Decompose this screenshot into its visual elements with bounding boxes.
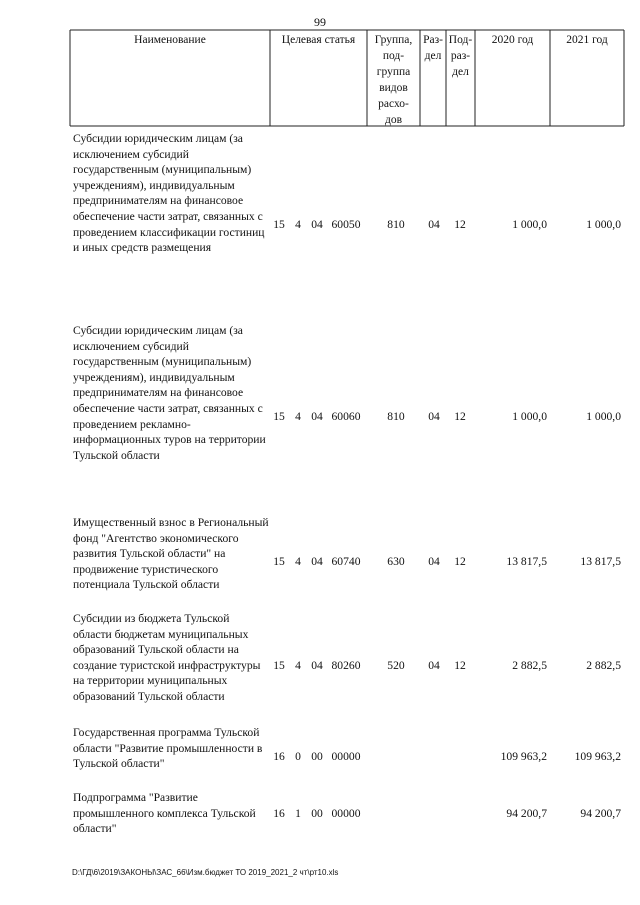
amount-2020: 94 200,7 <box>506 807 547 820</box>
section: 04 <box>428 218 440 231</box>
code-subprogram: 0 <box>295 750 301 763</box>
header-name: Наименование <box>134 34 206 46</box>
amount-2020: 1 000,0 <box>512 410 547 423</box>
subsection: 12 <box>454 218 466 231</box>
amount-2021: 1 000,0 <box>586 218 621 231</box>
expense-group: 810 <box>387 410 405 423</box>
code-direction: 00000 <box>331 750 361 763</box>
amount-2021: 109 963,2 <box>574 750 621 763</box>
expense-group: 630 <box>387 555 405 568</box>
code-program: 15 <box>273 555 285 568</box>
code-event: 04 <box>311 218 323 231</box>
row-name: Подпрограмма "Развитие промышленного комплекса Тульской области" <box>73 791 256 836</box>
code-event: 04 <box>311 555 323 568</box>
code-subprogram: 4 <box>295 659 301 672</box>
code-program: 15 <box>273 410 285 423</box>
amount-2020: 2 882,5 <box>512 659 547 672</box>
code-direction: 60740 <box>331 555 361 568</box>
code-event: 04 <box>311 410 323 423</box>
code-subprogram: 4 <box>295 555 301 568</box>
amount-2021: 13 817,5 <box>580 555 621 568</box>
page-number: 99 <box>314 15 326 29</box>
amount-2020: 1 000,0 <box>512 218 547 231</box>
subsection: 12 <box>454 659 466 672</box>
amount-2021: 94 200,7 <box>580 807 621 820</box>
code-subprogram: 4 <box>295 218 301 231</box>
header-section: Раз- дел <box>423 34 443 62</box>
code-program: 16 <box>273 807 285 820</box>
code-subprogram: 4 <box>295 410 301 423</box>
row-name: Государственная программа Тульской области "Развитие промышленности в Тульской области" <box>73 726 263 771</box>
expense-group: 520 <box>387 659 405 672</box>
file-path-footer: D:\ГД\6\2019\ЗАКОНЫ\ЗАС_66\Изм.бюджет ТО 2019_2021_2 чт\рт10.xls <box>72 868 339 877</box>
code-direction: 60060 <box>331 410 361 423</box>
amount-2020: 13 817,5 <box>506 555 547 568</box>
row-name: Субсидии из бюджета Тульской области бюджетам муниципальных образований Тульской области на создание туристской инфраструктуры на территории муниципальных образований Тульской области <box>73 612 261 703</box>
header-target-article: Целевая статья <box>281 34 356 46</box>
code-direction: 80260 <box>331 659 361 672</box>
subsection: 12 <box>454 410 466 423</box>
subsection: 12 <box>454 555 466 568</box>
code-event: 00 <box>311 750 323 763</box>
section: 04 <box>428 410 440 423</box>
header-2021: 2021 год <box>566 34 608 46</box>
code-program: 15 <box>273 659 285 672</box>
amount-2020: 109 963,2 <box>500 750 547 763</box>
section: 04 <box>428 659 440 672</box>
header-2020: 2020 год <box>491 34 534 46</box>
code-event: 04 <box>311 659 323 672</box>
section: 04 <box>428 555 440 568</box>
code-program: 16 <box>273 750 285 763</box>
header-group: Группа, под- группа видов расхо- дов <box>374 34 413 126</box>
header-subsection: Под- раз- дел <box>448 34 473 78</box>
row-name: Субсидии юридическим лицам (за исключением субсидий государственным (муниципальным) учреждениям), индивидуальным предпринимателям на финансовое обеспечение части затрат, связанных с проведением рекламно-информационных туров на территории Тульской области <box>73 324 266 462</box>
code-event: 00 <box>311 807 323 820</box>
code-direction: 00000 <box>331 807 361 820</box>
amount-2021: 1 000,0 <box>586 410 621 423</box>
expense-group: 810 <box>387 218 405 231</box>
code-direction: 60050 <box>331 218 361 231</box>
row-name: Имущественный взнос в Региональный фонд "Агентство экономического развития Тульской области" на продвижение туристического потенциала Тульской области <box>73 516 269 592</box>
amount-2021: 2 882,5 <box>586 659 621 672</box>
code-program: 15 <box>273 218 285 231</box>
row-name: Субсидии юридическим лицам (за исключением субсидий государственным (муниципальным) учреждениям), индивидуальным предпринимателям на финансовое обеспечение части затрат, связанных с проведением классификации гостиниц и иных средств размещения <box>73 132 265 255</box>
code-subprogram: 1 <box>295 807 301 820</box>
